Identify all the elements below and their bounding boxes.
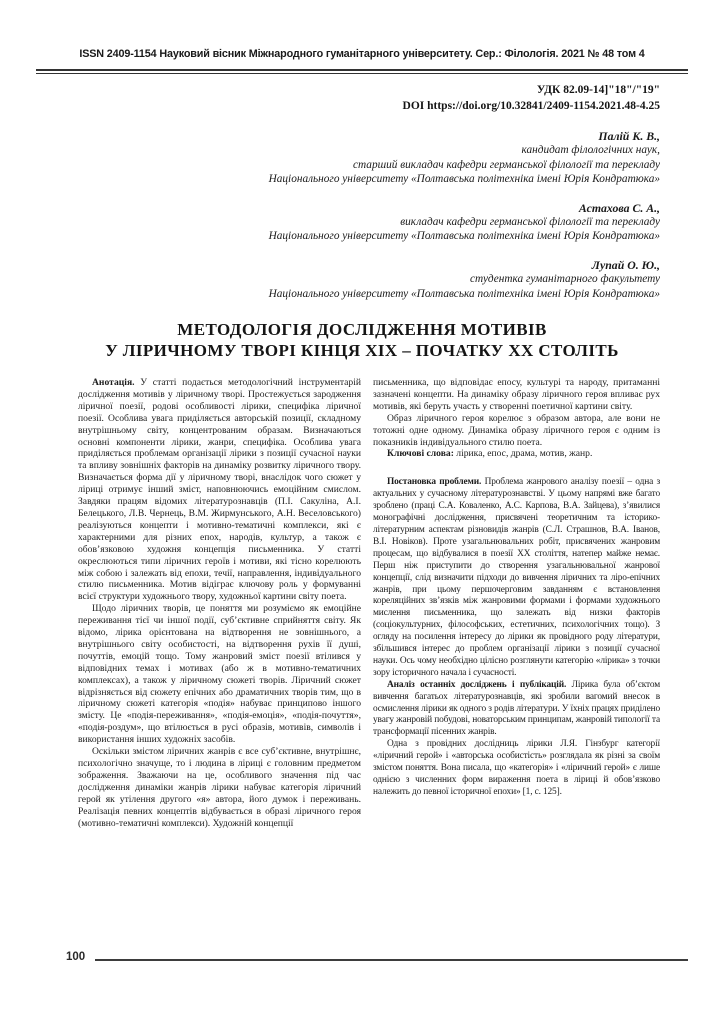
author-affiliation-line: старший викладач кафедри германської філології та перекладу	[353, 158, 660, 171]
author-affiliation-line: кандидат філологічних наук,	[521, 144, 660, 157]
author-affiliation-line: викладач кафедри германської філології та перекладу	[400, 216, 660, 229]
paragraph-right-1: письменника, що відповідає епосу, культурі та народу, притаманні зазначені концепти. На динаміку образу ліричного героя впливає рух мотивів, які беруть участь у створенні поетичної картини світу.	[373, 377, 660, 412]
journal-running-head: ISSN 2409-1154 Науковий вісник Міжнародного гуманітарного університету. Сер.: Філологія. 2021 № 48 том 4	[79, 48, 645, 60]
author-affiliation-line: Національного університету «Полтавська політехніка імені Юрія Кондратюка»	[268, 287, 660, 300]
author-affiliation-line: студентка гуманітарного факультету	[470, 273, 660, 286]
footer-divider	[95, 959, 688, 961]
article-title-line1: МЕТОДОЛОГІЯ ДОСЛІДЖЕННЯ МОТИВІВ	[177, 320, 547, 339]
author-affiliation-line: Національного університету «Полтавська політехніка імені Юрія Кондратюка»	[268, 230, 660, 243]
article-title	[40, 320, 684, 361]
article-title-line2: У ЛІРИЧНОМУ ТВОРІ КІНЦЯ XIX – ПОЧАТКУ XX СТОЛІТЬ	[105, 340, 619, 360]
paragraph-left-2: Щодо ліричних творів, це поняття ми розуміємо як емоційне переживання тієї чи іншої події, суб’єктивне сприйняття світу. Як відомо, лірика орієнтована на відтворення не зовнішнього, а внутрішнього світу особистості, на відтворення рухів її душі, почуттів, емоцій тощо. Тому жанровий зміст поезії втілився у відповідних темах і мотивах (або ж в мотивно-тематичних комплексах), а також у ліричному сюжеті творів. Ліричний сюжет відрізняється від сюжету епічних або драматичних творів тим, що в ліричному сюжеті категорія «подія» набуває принципово іншого змісту. Це «подія-переживання», «подія-емоція», «подія-почуття», «подія-роздум», що втілюється в русі образів, мотивів, символів і використання інших художніх засобів.	[78, 603, 361, 746]
paragraph-lead: Анотація.	[92, 377, 141, 388]
author-affiliation-line: Національного університету «Полтавська політехніка імені Юрія Кондратюка»	[268, 173, 660, 186]
paragraph-lead: Аналіз останніх досліджень і публікацій.	[387, 679, 572, 690]
doi-line: DOI https://doi.org/10.32841/2409-1154.2021.48-4.25	[402, 100, 660, 112]
paragraph-right-6: Одна з провідних дослідниць лірики Л.Я. Гінзбург категорії «ліричний герой» і «авторська особистість» розглядала як різні за своїм змістом поняття. Вона писала, що «категорія» і «ліричний герой» є лише однією з численних форм вираження поета в ліриці й обов’язково належить до певної історичної епохи» [1, с. 125].	[373, 739, 660, 797]
udc-number: УДК 82.09-14]"18"/"19"	[536, 84, 660, 96]
author-name: Палій К. В.,	[598, 129, 660, 143]
left-column	[78, 377, 361, 959]
paragraph-right-3: Ключові слова: лірика, епос, драма, мотив, жанр.	[387, 448, 593, 460]
paragraph-left-1: Анотація. У статті подається методологічний інструментарій дослідження мотивів у ліричному творі. Простежується зародження ліричної поезії, родові особливості лірики, специфіка ліричної поезії. Особлива увага приділяється авторській позиції, складному внутрішньому світу, концентрованим образам. Визначаються основні компоненти лірики, жанри, специфіка. Особлива увага приділяється проблемам організації лірики з позиції сучасної науки та впливу зовнішніх факторів на динаміку розвитку ліричного твору. Визначається форма дії у ліричному творі, внаслідок чого сюжет у ліриці отримує інший зміст, наповнюючись емоційним смислом. Завдяки працям відомих літературознавців (П.І. Сакуліна, А.І. Белецького, Л.В. Чернець, В.М. Жирмунського, А.Н. Веселовського) реалізуються концепти і мотивно-тематичні комплекси, які є характерними для різних епох, народів, культур, а також є обов’язковою художня концепція письменника. У статті окреслюються типи ліричних героїв і мотиви, які тісно корелюють між собою і залежать від епохи, течії, направлення, індивідуального стилю письменника. Мотив відіграє ключову роль у формуванні всієї структури художнього твору, художньої картини світу поета.	[78, 377, 361, 603]
author-name: Лупай О. Ю.,	[591, 257, 660, 272]
right-column	[373, 377, 660, 959]
header-divider	[36, 69, 688, 74]
author-block-1	[80, 129, 660, 187]
author-block-3	[80, 258, 660, 301]
authors-block	[80, 129, 660, 301]
paragraph-right-5: Аналіз останніх досліджень і публікацій. Лірика була об’єктом вивчення багатьох літературознавців, які зробили вагомий внесок в осмислення лірики як одного з родів літератури. У їхніх працях приділено увагу жанровій побудові, новаторським принципам, жанровій типології та трансформації пісенних жанрів.	[373, 679, 660, 738]
paragraph-lead: Постановка проблеми.	[387, 477, 485, 488]
article-body	[78, 377, 660, 959]
page-number: 100	[66, 951, 86, 963]
paragraph-left-3: Оскільки змістом ліричних жанрів є все суб’єктивне, внутрішнє, психологічно значуще, то і людина в ліриці є головним предметом зображення. Зважаючи на це, особливого значення під час дослідження динаміки жанрів лірики набуває категорія ліричний герой як утілення другого «я» автора, його думок і переживань. Реалізація певних концептів відбувається в образі ліричного героя (мотивно-тематичні комплекси). Художній концепції	[78, 746, 361, 829]
paragraph-right-4: Постановка проблеми. Проблема жанрового аналізу поезії – одна з актуальних у сучасному літературознавстві. У цьому напрямі вже багато зроблено (праці С.А. Коваленко, А.С. Карпова, В.А. Зайцева), з’явилися монографічні дослідження, присвячені теоретичним та історико-літературним аспектам різновидів жанрів (С.Л. Страшнов, В.А. Іванов, В.І. Новіков). Проте узагальнювальних робіт, присвячених жанровим процесам, що відбувалися в поезії XX століття, натепер майже немає. Перш ніж приступити до створення узагальнювальної жанрової концепції, слід визначити підходи до вивчення ліричних та ліро-епічних жанрів, при цьому першочерговим завданням є встановлення кореляційних зв’язків між жанровими формами і формами художнього мислення письменника, що залежать від низки факторів (соціокультурних, філософських, естетичних, психологічних тощо). З огляду на посилення інтересу до лірики як провідного роду літератури, збільшився інтерес до проблем організації лірики з позиції сучасної науки. Ось чому необхідно цілісно розглянути категорію «лірика» з точки зору історичного начала і сучасності.	[373, 477, 660, 678]
paragraph-lead: Ключові слова:	[387, 448, 457, 460]
author-block-2	[80, 201, 660, 244]
author-name: Астахова С. А.,	[578, 200, 660, 215]
paragraph-right-2: Образ ліричного героя корелює з образом автора, але вони не тотожні одне одному. Динаміка образу ліричного героя є одним із показників індивідуального стилю поета.	[373, 412, 660, 448]
